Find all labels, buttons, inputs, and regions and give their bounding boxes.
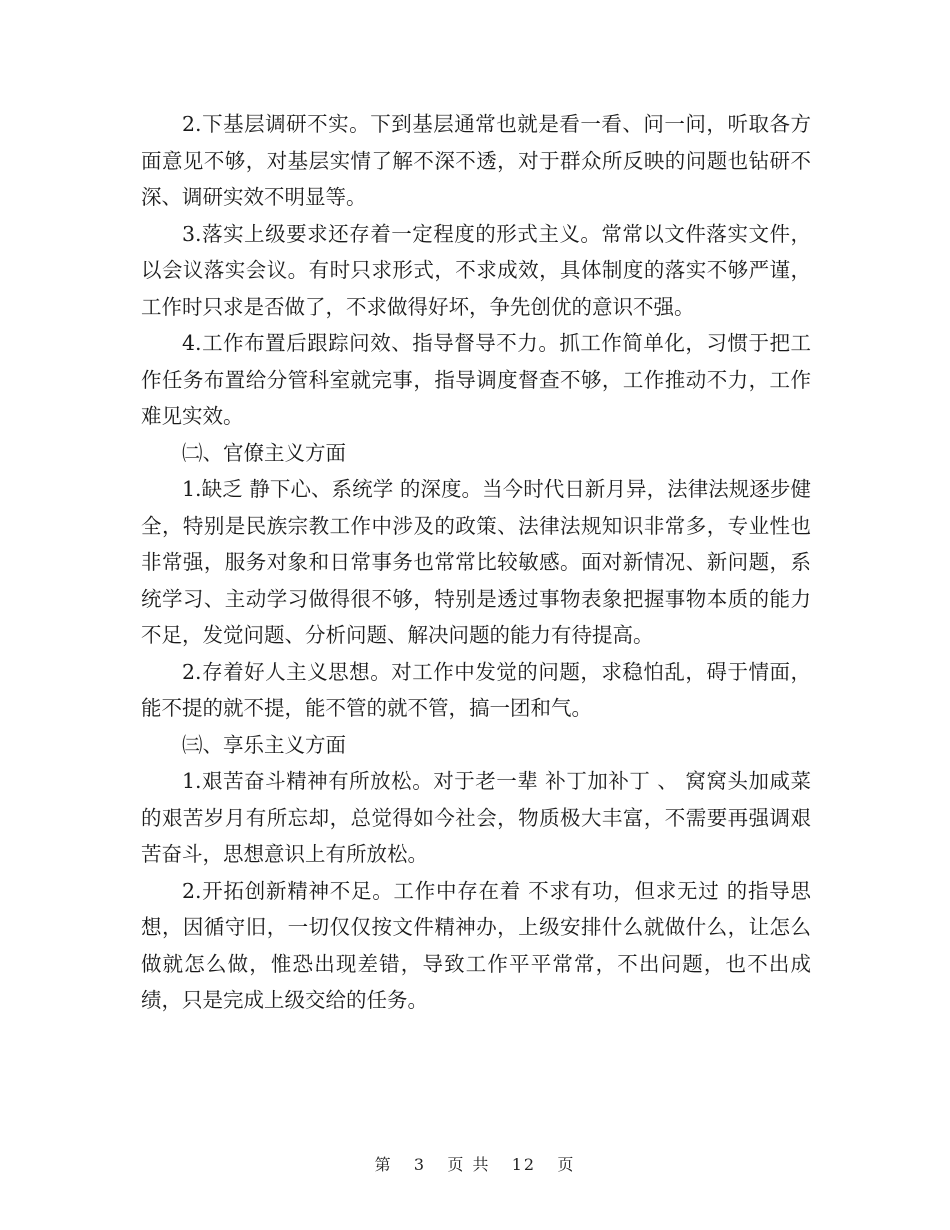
page-footer bbox=[0, 1152, 950, 1175]
footer-prefix: 第 bbox=[374, 1155, 393, 1174]
paragraph-2-people-pleasing: 2.存着好人主义思想。对工作中发觉的问题，求稳怕乱，碍于情面，能不提的就不提，能不管的就不管，搞一团和气。 bbox=[141, 659, 811, 720]
paragraph-1-study-depth: 1.缺乏 静下心、系统学 的深度。当今时代日新月异，法律法规逐步健全，特别是民族宗教工作中涉及的政策、法律法规知识非常多，专业性也非常强，服务对象和日常事务也常常比较敏感。面对新情况、新问题，系统学习、主动学习做得很不够，特别是透过事物表象把握事物本质的能力不足，发觉问题、分析问题、解决问题的能力有待提高。 bbox=[141, 477, 811, 647]
paragraph-3-formalism: 3.落实上级要求还存着一定程度的形式主义。常常以文件落实文件，以会议落实会议。有时只求形式，不求成效，具体制度的落实不够严谨，工作时只求是否做了，不求做得好坏，争先创优的意识不强。 bbox=[141, 221, 811, 319]
section-heading-hedonism: ㈢、享乐主义方面 bbox=[182, 732, 346, 757]
paragraph-4-follow-up: 4.工作布置后跟踪问效、指导督导不力。抓工作简单化，习惯于把工作任务布置给分管科室就完事，指导调度督查不够，工作推动不力，工作难见实效。 bbox=[141, 331, 811, 428]
footer-total-pages: 12 bbox=[511, 1155, 537, 1174]
footer-page-number: 3 bbox=[413, 1155, 427, 1174]
section-heading-bureaucratism: ㈡、官僚主义方面 bbox=[182, 440, 346, 465]
footer-middle: 页 共 bbox=[447, 1155, 491, 1174]
paragraph-1-hard-work: 1.艰苦奋斗精神有所放松。对于老一辈 补丁加补丁 、 窝窝头加咸菜 的艰苦岁月有所忘却，总觉得如今社会，物质极大丰富，不需要再强调艰苦奋斗，思想意识上有所放松。 bbox=[141, 769, 811, 866]
paragraph-2-innovation: 2.开拓创新精神不足。工作中存在着 不求有功，但求无过 的指导思想，因循守旧，一切仅仅按文件精神办，上级安排什么就做什么，让怎么做就怎么做，惟恐出现差错，导致工作平平常常，不出问题，也不出成绩，只是完成上级交给的任务。 bbox=[141, 878, 811, 1012]
paragraph-2-field-research: 2.下基层调研不实。下到基层通常也就是看一看、问一问，听取各方面意见不够，对基层实情了解不深不透，对于群众所反映的问题也钻研不深、调研实效不明显等。 bbox=[141, 112, 811, 209]
document-body bbox=[141, 106, 811, 1019]
footer-suffix: 页 bbox=[557, 1155, 576, 1174]
